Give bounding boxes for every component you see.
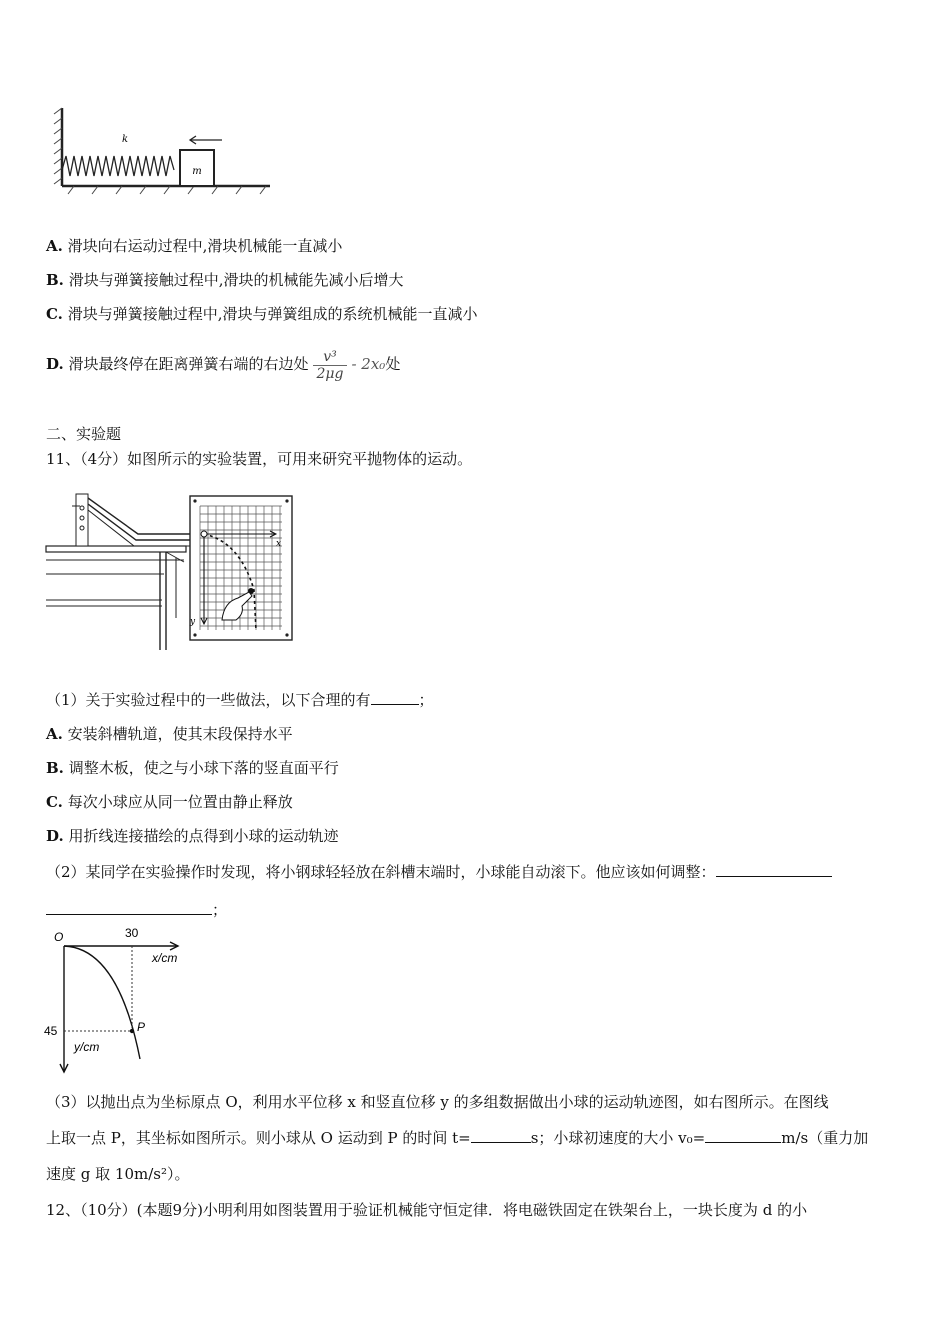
- answer-blank-time[interactable]: [471, 1128, 531, 1143]
- q11-part2-cont: ；: [46, 900, 227, 920]
- spring-label: k: [121, 134, 129, 145]
- q10-option-a: A. 滑块向右运动过程中,滑块机械能一直减小: [46, 237, 343, 255]
- svg-text:y: y: [190, 617, 196, 627]
- formula-fraction: $\frac{\text{v³}}{2\mu g}$: [313, 349, 348, 382]
- answer-blank-2b[interactable]: [46, 900, 212, 915]
- q11-option-a: A. 安装斜槽轨道，使其末段保持水平: [46, 725, 293, 743]
- q11-part3-line1: （3）以抛出点为坐标原点 O，利用水平位移 x 和竖直位移 y 的多组数据做出小球的运动轨迹图，如右图所示。在图线: [46, 1093, 829, 1111]
- answer-blank-velocity[interactable]: [705, 1128, 781, 1143]
- spring-block-figure: [52, 104, 274, 196]
- q11-stem: 11、（4分）如图所示的实验装置，可用来研究平抛物体的运动。: [46, 450, 473, 468]
- svg-text:x: x: [276, 539, 282, 549]
- q12-stem: 12、（10分）(本题9分)小明利用如图装置用于验证机械能守恒定律．将电磁铁固定在铁架台上，一块长度为 d 的小: [46, 1201, 808, 1219]
- trajectory-graph: [40, 924, 210, 1084]
- q11-part2: （2）某同学在实验操作时发现，将小钢球轻轻放在斜槽末端时，小球能自动滚下。他应该如何调整：: [46, 862, 832, 882]
- q11-part1: （1）关于实验过程中的一些做法，以下合理的有 ；: [46, 691, 434, 709]
- q10-option-b: B. 滑块与弹簧接触过程中,滑块的机械能先减小后增大: [46, 271, 404, 289]
- x-tick-label: 30: [125, 926, 139, 940]
- y-tick-label: 45: [44, 1024, 58, 1038]
- q10-option-d: D. 滑块最终停在距离弹簧右端的右边处 $\frac{\text{v³}}{2\mu g}$ - 2x₀处: [46, 348, 401, 382]
- q10-option-c: C. 滑块与弹簧接触过程中,滑块与弹簧组成的系统机械能一直减小: [46, 305, 478, 323]
- x-axis-label: x/cm: [152, 951, 178, 965]
- apparatus-figure: [44, 490, 296, 652]
- block-label: m: [192, 166, 202, 177]
- q11-part3-line2: 上取一点 P，其坐标如图所示。则小球从 O 运动到 P 的时间 t= s；小球初速度的大小 v₀= m/s（重力加: [46, 1129, 869, 1147]
- answer-blank-1[interactable]: [371, 690, 419, 705]
- q11-option-d: D. 用折线连接描绘的点得到小球的运动轨迹: [46, 827, 339, 845]
- section-title: 二、实验题: [46, 425, 122, 443]
- y-axis-label: y/cm: [74, 1040, 100, 1054]
- q11-option-b: B. 调整木板，使之与小球下落的竖直面平行: [46, 759, 339, 777]
- origin-label: O: [54, 930, 64, 944]
- q11-part3-line3: 速度 g 取 10m/s²）。: [46, 1165, 190, 1183]
- q11-option-c: C. 每次小球应从同一位置由静止释放: [46, 793, 293, 811]
- answer-blank-2a[interactable]: [716, 862, 832, 877]
- point-label: P: [137, 1020, 146, 1034]
